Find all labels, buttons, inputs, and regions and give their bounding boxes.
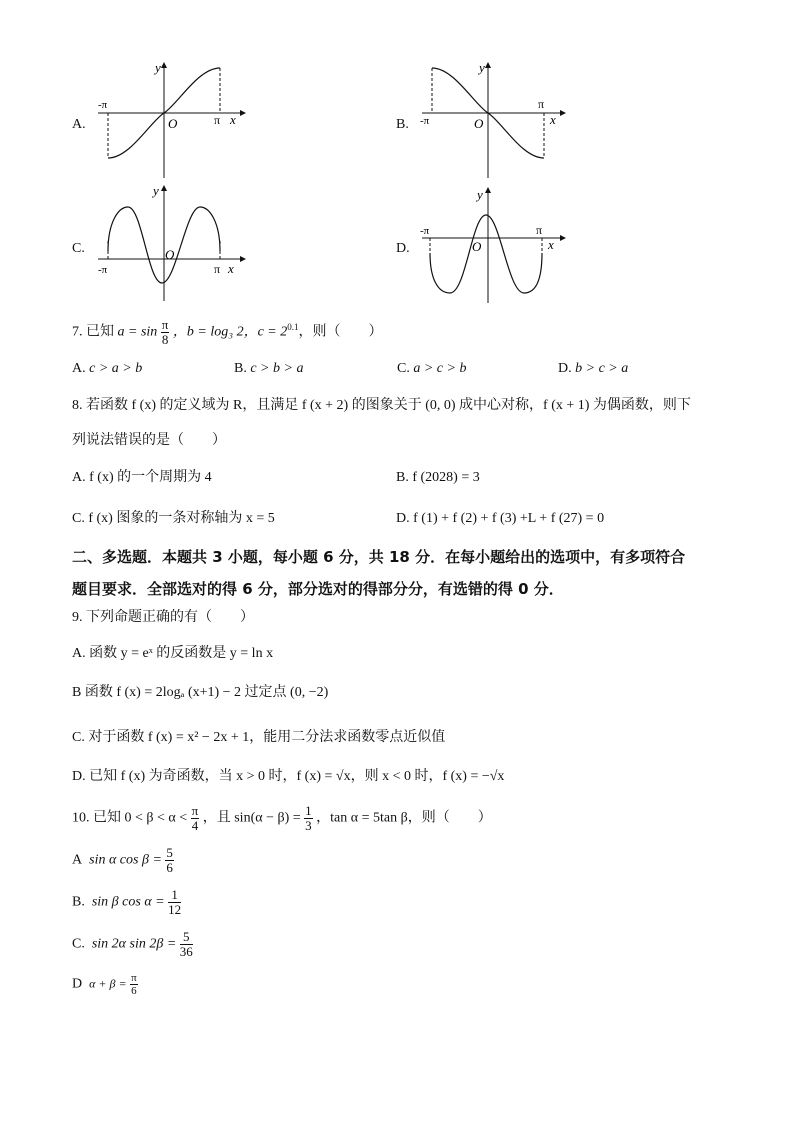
graph-b [414, 58, 574, 183]
q7-stem [72, 318, 383, 347]
option-lhs: sin β cos α = [91, 894, 165, 910]
option-fraction [165, 846, 174, 875]
y-label: y [479, 60, 485, 75]
neg-pi-label: -π [98, 99, 108, 111]
origin-label: O [474, 116, 484, 131]
graph-a-label: A. [72, 117, 86, 132]
q10-option-d[interactable] [72, 972, 138, 997]
q7-prefix: 7. 已知 [72, 324, 114, 340]
option-text: c > a > b [89, 361, 143, 376]
option-text: 已知 f (x) 为奇函数，当 x > 0 时，f (x) = √x，则 x < 0 时，f (x) = −√x [89, 769, 505, 784]
q7-option-d[interactable] [558, 360, 628, 378]
graph-d-label: D. [396, 241, 410, 256]
q8-option-c[interactable] [72, 510, 275, 528]
denominator: 36 [179, 944, 193, 959]
y-axis-arrow [161, 62, 167, 68]
graph-c-label: C. [72, 241, 85, 256]
origin-label: O [472, 239, 482, 254]
q9-option-c[interactable] [72, 729, 445, 747]
y-axis-arrow [485, 187, 491, 193]
option-text: f (x) 的一个周期为 4 [89, 470, 212, 485]
q8-stem-line2: 列说法错误的是（ ） [72, 433, 226, 448]
q7-b-def: ，b = log₃ 2 [172, 324, 244, 340]
graph-d [414, 183, 574, 308]
q8-stem-line1: 8. 若函数 f (x) 的定义域为 R，且满足 f (x + 2) 的图象关于 (0, 0) 成中心对称，f (x + 1) 为偶函数，则下 [72, 398, 691, 413]
q9-option-b[interactable] [72, 684, 328, 702]
option-fraction [130, 972, 138, 997]
option-label: A. [72, 646, 86, 661]
option-text: b > c > a [575, 361, 629, 376]
q7-option-a[interactable] [72, 360, 142, 378]
numerator: 5 [166, 845, 173, 860]
option-label: C. [72, 730, 85, 745]
q10-option-b[interactable] [72, 888, 181, 917]
graph-b-label: B. [396, 117, 409, 132]
q10-stem [72, 804, 492, 833]
option-text: f (x) 图象的一条对称轴为 x = 5 [88, 511, 275, 526]
pi-label: π [214, 113, 221, 127]
x-axis-arrow [240, 110, 246, 116]
graph-c [90, 183, 250, 308]
q10-mid: ，且 sin(α − β) = [202, 810, 301, 826]
q10-prefix: 10. 已知 0 < β < α < [72, 810, 188, 826]
q10-option-c[interactable] [72, 930, 193, 959]
option-label: A [72, 852, 83, 868]
option-label: D. [558, 361, 572, 376]
pi-label: π [538, 97, 545, 111]
q7-option-b[interactable] [234, 360, 303, 378]
option-label: C. [397, 361, 410, 376]
q9-option-d[interactable] [72, 768, 504, 786]
q10-frac-2 [304, 804, 313, 833]
q8-option-a[interactable] [72, 469, 212, 487]
graph-a [90, 58, 250, 183]
pi-label: π [536, 223, 543, 237]
y-axis-arrow [485, 62, 491, 68]
option-lhs: sin α cos β = [89, 852, 162, 868]
denominator: 4 [191, 818, 199, 833]
option-text: 对于函数 f (x) = x² − 2x + 1，能用二分法求函数零点近似值 [88, 730, 446, 745]
numerator: π [161, 317, 169, 332]
y-axis-arrow [161, 185, 167, 191]
q10-frac-1 [191, 804, 200, 833]
option-label: A. [72, 470, 86, 485]
q7-a-fraction [161, 318, 170, 347]
q8-option-d[interactable] [396, 510, 604, 528]
option-text: f (1) + f (2) + f (3) +L + f (27) = 0 [413, 511, 605, 526]
option-label: D. [72, 769, 86, 784]
option-label: B. [72, 894, 85, 910]
x-axis-arrow [560, 235, 566, 241]
numerator: π [131, 972, 137, 984]
q7-suffix: ，则（ ） [298, 324, 383, 340]
x-label: x [228, 261, 234, 276]
y-label: y [153, 183, 159, 198]
y-label: y [477, 187, 483, 202]
option-label: D. [396, 511, 410, 526]
x-label: x [548, 237, 554, 252]
neg-pi-label: -π [420, 115, 430, 127]
y-label: y [155, 60, 161, 75]
option-fraction [168, 888, 181, 917]
q7-option-c[interactable] [397, 360, 466, 378]
option-fraction [180, 930, 193, 959]
section2-heading-line2: 题目要求．全部选对的得 6 分，部分选对的得部分分，有选错的得 0 分． [72, 580, 564, 598]
option-text: a > c > b [413, 361, 467, 376]
neg-pi-label: -π [98, 264, 108, 276]
option-text: c > b > a [250, 361, 304, 376]
option-label: C. [72, 936, 85, 952]
x-label: x [550, 112, 556, 127]
q8-option-b[interactable] [396, 469, 480, 487]
numerator: 1 [168, 888, 181, 903]
option-text: f (2028) = 3 [412, 470, 480, 485]
option-label: B. [396, 470, 409, 485]
q10-suffix: ，tan α = 5tan β，则（ ） [316, 810, 492, 826]
pi-label: π [214, 262, 221, 276]
denominator: 3 [305, 818, 312, 833]
option-label: B. [234, 361, 247, 376]
neg-pi-label: -π [420, 225, 430, 237]
option-text: 函数 f (x) = 2logₐ (x+1) − 2 过定点 (0, −2) [84, 685, 329, 700]
section2-heading-line1: 二、多选题．本题共 3 小题，每小题 6 分，共 18 分．在每小题给出的选项中，有多项符合 [72, 548, 686, 566]
denominator: 12 [168, 902, 182, 917]
denominator: 8 [161, 332, 169, 347]
numerator: π [191, 803, 199, 818]
origin-label: O [168, 116, 178, 131]
q9-option-a[interactable] [72, 645, 273, 663]
option-text: 函数 y = eˣ 的反函数是 y = ln x [89, 646, 274, 661]
x-axis-arrow [240, 256, 246, 262]
q9-stem: 9. 下列命题正确的有（ ） [72, 610, 254, 625]
q7-c-exponent: 0.1 [287, 322, 299, 333]
q10-option-a[interactable] [72, 846, 174, 875]
option-label: B [72, 685, 82, 700]
x-axis-arrow [560, 110, 566, 116]
option-label: D [72, 976, 83, 992]
denominator: 6 [166, 860, 173, 875]
numerator: 1 [305, 803, 312, 818]
option-label: C. [72, 511, 85, 526]
x-label: x [230, 112, 236, 127]
numerator: 5 [180, 930, 193, 945]
curve [430, 215, 542, 293]
denominator: 6 [131, 985, 137, 997]
q7-a-def: a = sin [117, 324, 158, 340]
option-lhs: α + β = [89, 976, 127, 991]
option-label: A. [72, 361, 86, 376]
q7-c-def: ，c = 2 [243, 324, 288, 340]
origin-label: O [165, 247, 175, 262]
option-lhs: sin 2α sin 2β = [91, 936, 177, 952]
